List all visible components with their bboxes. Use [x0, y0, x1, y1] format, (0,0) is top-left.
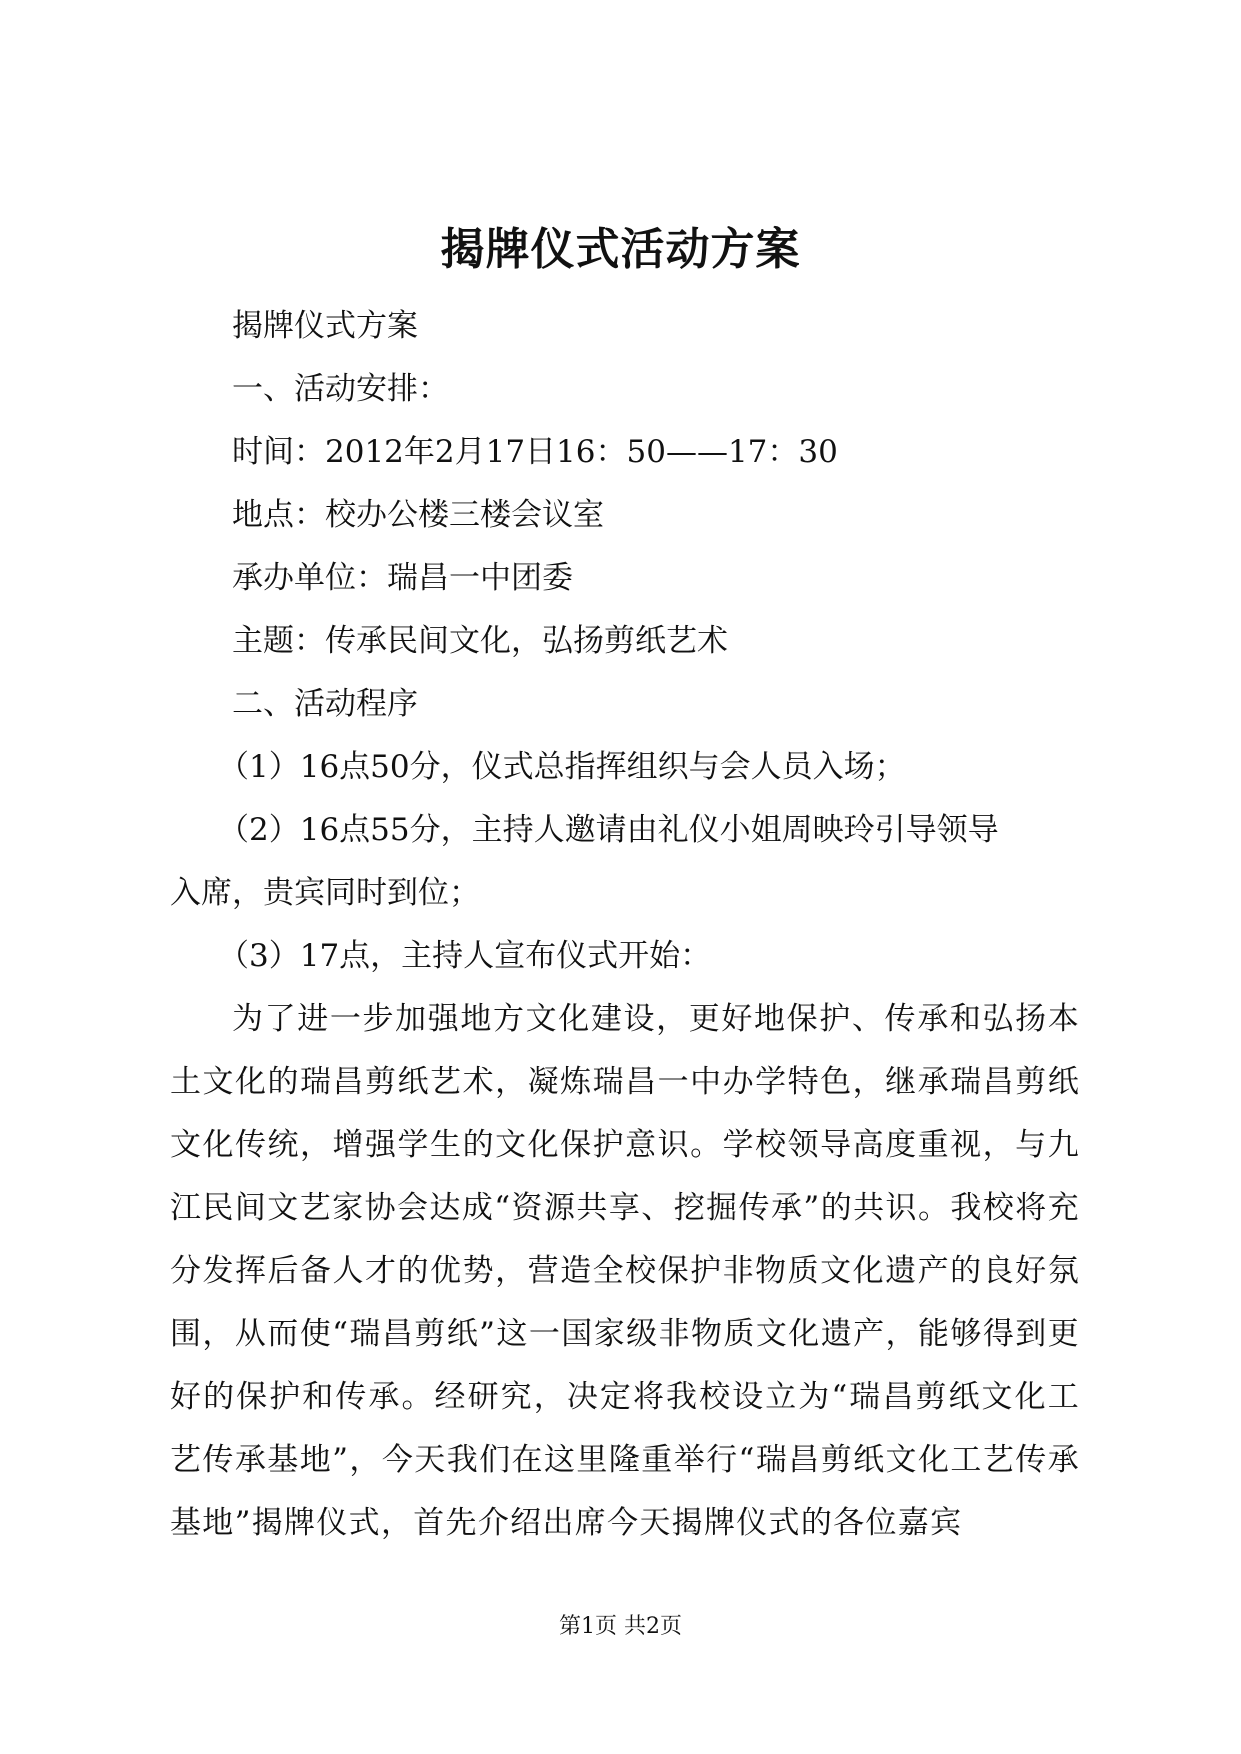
time-line: 时间：2012年2月17日16：50——17：30 [232, 434, 838, 470]
section-heading-arrangement: 一、活动安排： [232, 371, 449, 407]
procedure-step-2-line-2: 入席，贵宾同时到位； [170, 875, 480, 911]
organizer-line: 承办单位：瑞昌一中团委 [232, 560, 573, 596]
document-title: 揭牌仪式活动方案 [440, 224, 801, 275]
section-heading-procedure: 二、活动程序 [232, 686, 418, 722]
theme-line: 主题：传承民间文化，弘扬剪纸艺术 [232, 623, 728, 659]
page-footer: 第1页 共2页 [559, 1614, 682, 1639]
procedure-step-2-line-1: （2）16点55分，主持人邀请由礼仪小姐周映玲引导领导 [218, 812, 999, 848]
subtitle-line: 揭牌仪式方案 [232, 308, 418, 344]
document-body [170, 295, 1080, 1555]
place-line: 地点：校办公楼三楼会议室 [232, 497, 604, 533]
procedure-step-3: （3）17点，主持人宣布仪式开始： [218, 938, 712, 974]
procedure-step-1: （1）16点50分，仪式总指挥组织与会人员入场； [218, 749, 906, 785]
body-paragraph: 为了进一步加强地方文化建设，更好地保护、传承和弘扬本土文化的瑞昌剪纸艺术，凝炼瑞昌一中办学特色，继承瑞昌剪纸文化传统，增强学生的文化保护意识。学校领导高度重视，与九江民间文艺家协会达成“资源共享、挖掘传承”的共识。我校将充分发挥后备人才的优势，营造全校保护非物质文化遗产的良好氛围，从而使“瑞昌剪纸”这一国家级非物质文化遗产，能够得到更好的保护和传承。经研究，决定将我校设立为“瑞昌剪纸文化工艺传承基地”，今天我们在这里隆重举行“瑞昌剪纸文化工艺传承基地”揭牌仪式，首先介绍出席今天揭牌仪式的各位嘉宾 [170, 1001, 1080, 1541]
